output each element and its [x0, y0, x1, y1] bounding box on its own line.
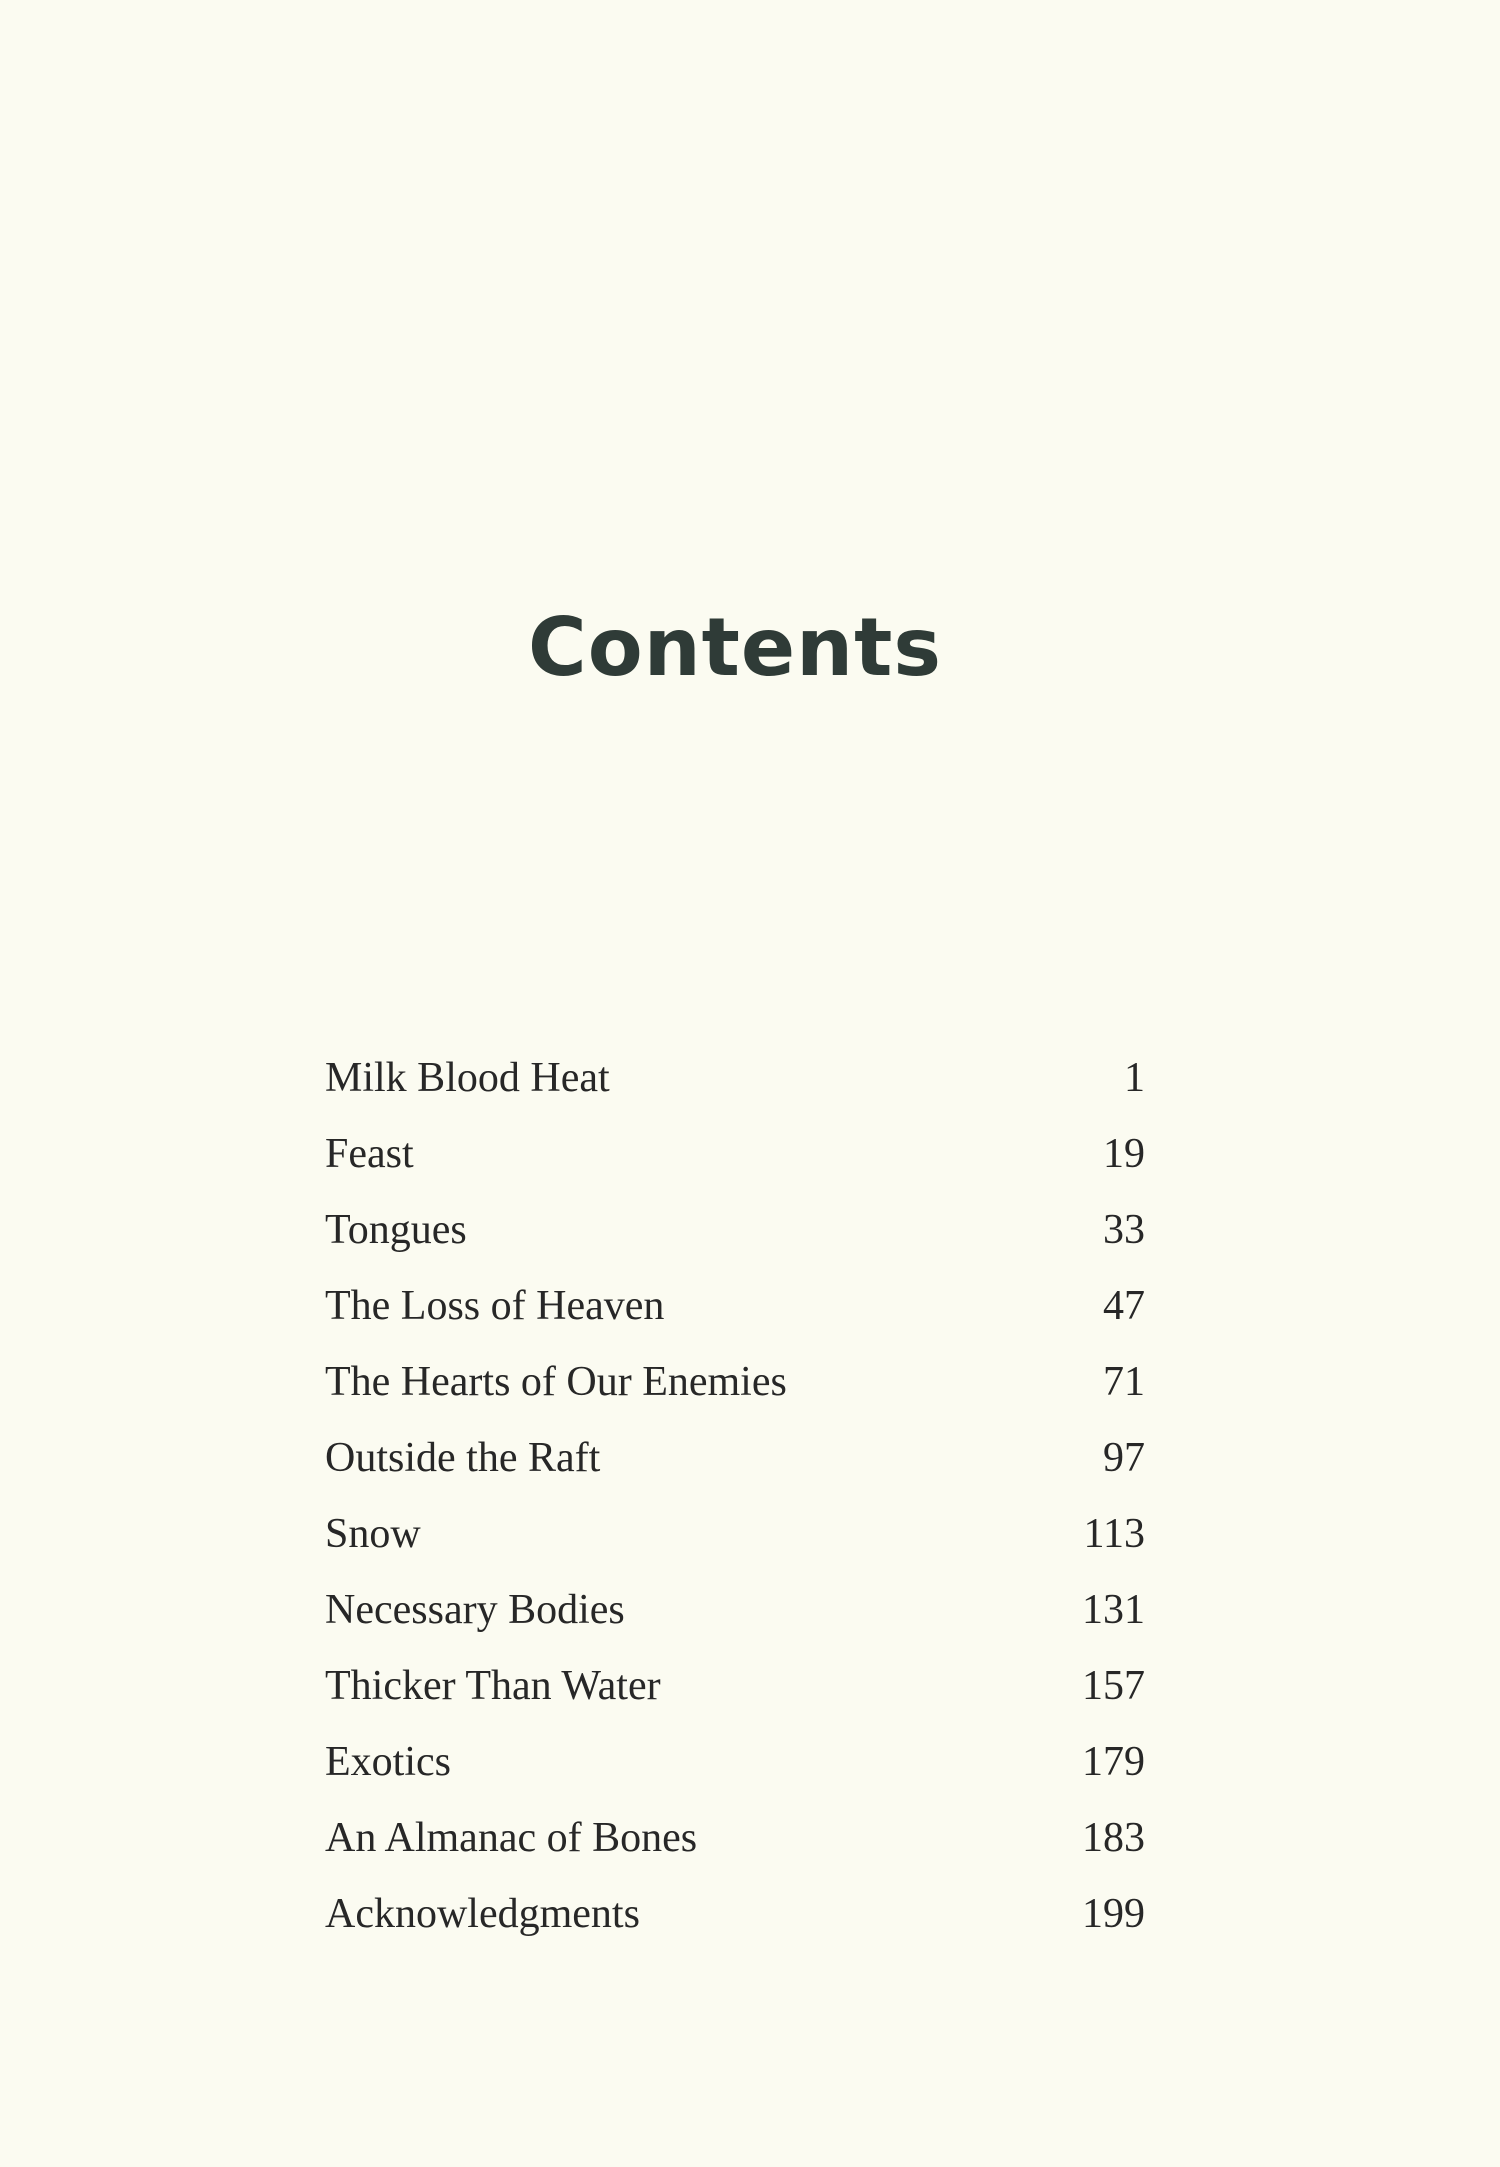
- toc-entry-page-number: 71: [1103, 1359, 1145, 1405]
- toc-entry: [325, 1648, 1145, 1724]
- toc-entry-title: Acknowledgments: [325, 1891, 640, 1937]
- toc-entry-title: Feast: [325, 1131, 414, 1177]
- toc-entry-title: The Hearts of Our Enemies: [325, 1359, 787, 1405]
- toc-entry: [325, 1116, 1145, 1192]
- toc-entry-title: The Loss of Heaven: [325, 1283, 665, 1329]
- toc-entry: [325, 1040, 1145, 1116]
- toc-entry-title: Milk Blood Heat: [325, 1055, 610, 1101]
- toc-entry-page-number: 183: [1082, 1815, 1145, 1861]
- toc-entry: [325, 1876, 1145, 1952]
- toc-entry-page-number: 199: [1082, 1891, 1145, 1937]
- toc-entry-page-number: 1: [1124, 1055, 1145, 1101]
- toc-entry-title: An Almanac of Bones: [325, 1815, 698, 1861]
- toc-entry-page-number: 19: [1103, 1131, 1145, 1177]
- toc-entry-title: Thicker Than Water: [325, 1663, 661, 1709]
- toc-entry-title: Necessary Bodies: [325, 1587, 625, 1633]
- toc-entry: [325, 1344, 1145, 1420]
- toc-entry-page-number: 47: [1103, 1283, 1145, 1329]
- toc-entry-page-number: 179: [1082, 1739, 1145, 1785]
- toc-entry: [325, 1192, 1145, 1268]
- toc-entry-title: Outside the Raft: [325, 1435, 601, 1481]
- toc-entry-page-number: 113: [1083, 1511, 1145, 1557]
- toc-entry-page-number: 131: [1082, 1587, 1145, 1633]
- toc-entry: [325, 1268, 1145, 1344]
- toc-entry: [325, 1800, 1145, 1876]
- page-title: Contents: [528, 601, 942, 694]
- toc-entry-page-number: 33: [1103, 1207, 1145, 1253]
- toc-entry-title: Exotics: [325, 1739, 451, 1785]
- table-of-contents: [325, 1040, 1145, 1952]
- toc-entry-title: Tongues: [325, 1207, 467, 1253]
- toc-entry: [325, 1420, 1145, 1496]
- toc-entry: [325, 1724, 1145, 1800]
- toc-entry: [325, 1496, 1145, 1572]
- toc-entry-page-number: 97: [1103, 1435, 1145, 1481]
- toc-entry-title: Snow: [325, 1511, 421, 1557]
- toc-entry: [325, 1572, 1145, 1648]
- toc-entry-page-number: 157: [1082, 1663, 1145, 1709]
